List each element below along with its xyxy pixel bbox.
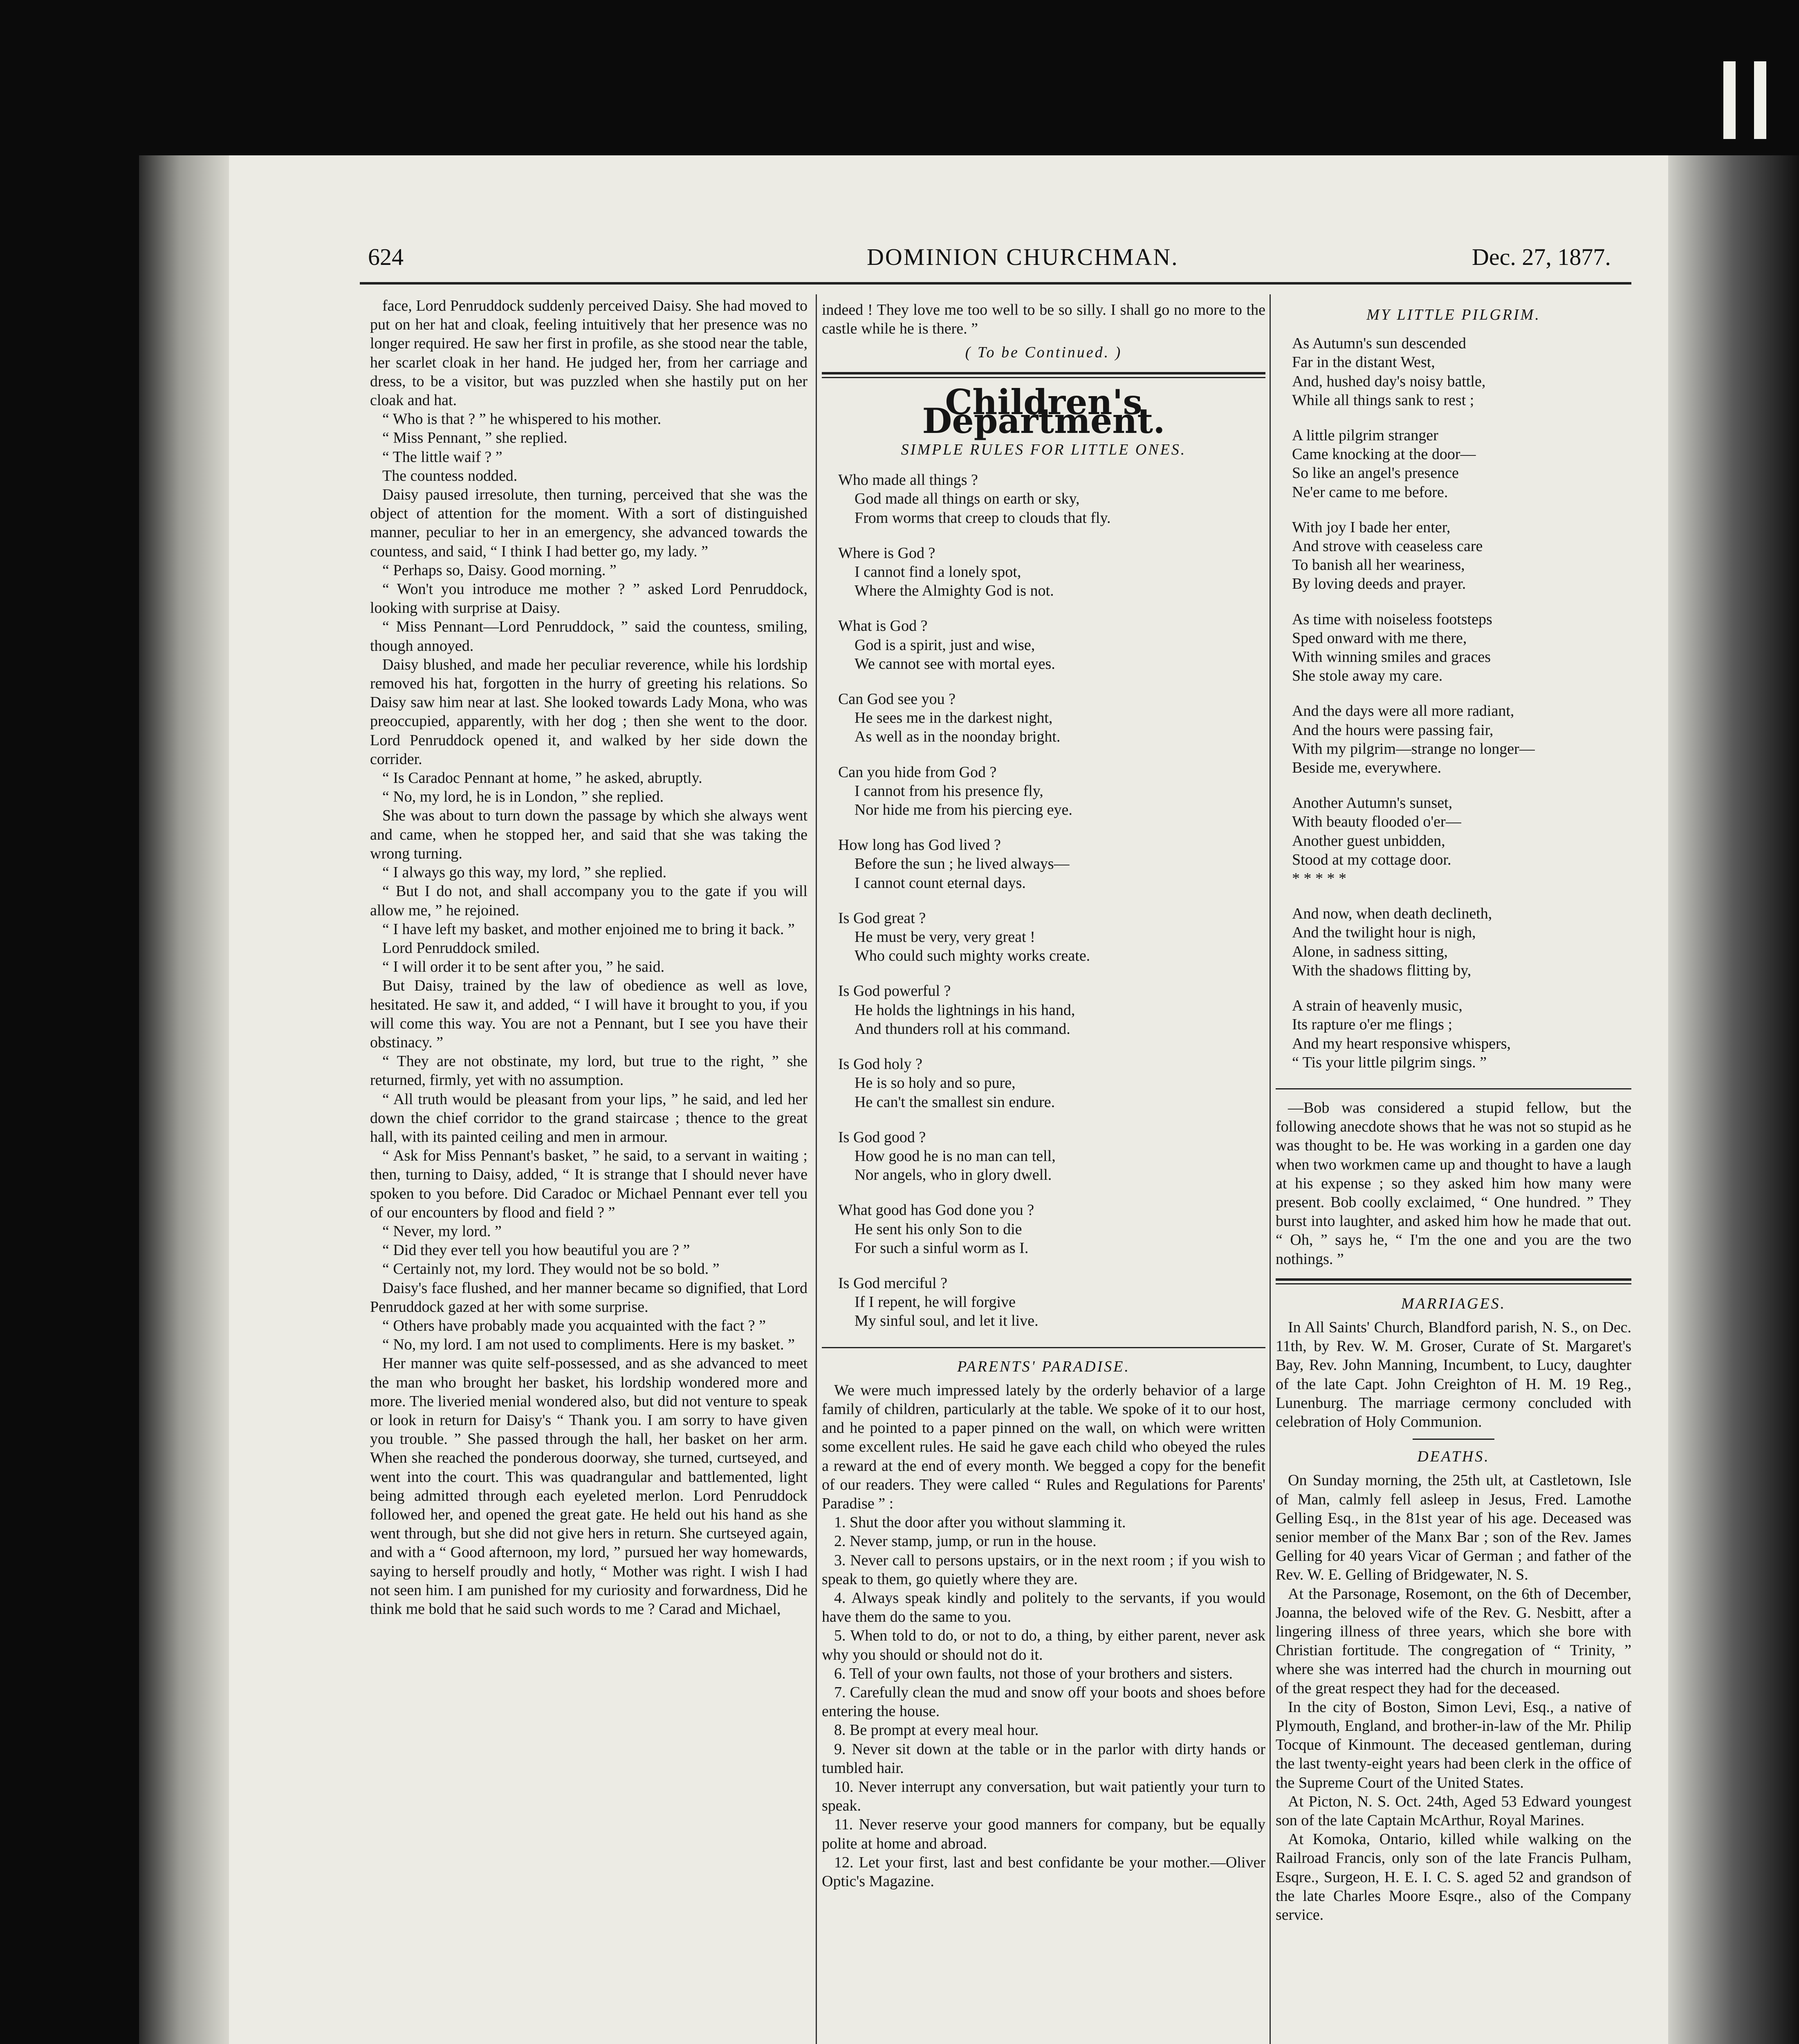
deaths-title: DEATHS. (1417, 1448, 1490, 1466)
rules-title: SIMPLE RULES FOR LITTLE ONES. (901, 441, 1187, 459)
verse-line: I cannot find a lonely spot, (855, 563, 1021, 581)
verse-line: Can you hide from God ? (838, 763, 997, 781)
verse-line: To banish all her weariness, (1292, 556, 1465, 574)
story-paragraph: “ They are not obstinate, my lord, but true to the right, ” she returned, firmly, yet with no assumption. (370, 1053, 808, 1089)
verse-line: My sinful soul, and let it live. (855, 1312, 1039, 1330)
story-paragraph: “ The little waif ? ” (382, 448, 502, 466)
verse-line: A little pilgrim stranger (1292, 427, 1438, 444)
verse-line: God made all things on earth or sky, (855, 490, 1080, 508)
rule-item: 6. Tell of your own faults, not those of your brothers and sisters. (834, 1665, 1233, 1682)
verse-line: With joy I bade her enter, (1292, 518, 1451, 536)
death-notices (1276, 1471, 1631, 1924)
stanza (838, 1055, 1265, 1112)
verse-line: He holds the lightnings in his hand, (855, 1001, 1075, 1019)
issue-date: Dec. 27, 1877. (1472, 244, 1611, 270)
stanza (838, 1201, 1265, 1257)
verse-line: Sped onward with me there, (1292, 629, 1467, 647)
verse-line: Another guest unbidden, (1292, 832, 1445, 849)
verse-line: How long has God lived ? (838, 836, 1001, 854)
verse-line: He can't the smallest sin endure. (855, 1093, 1055, 1111)
page-number: 624 (368, 244, 404, 270)
section-rule (1276, 1278, 1631, 1284)
death-notice: In the city of Boston, Simon Levi, Esq., a native of Plymouth, England, and brother-in-law of the Mr. Philip Tocque of Kinmount. The deceased gentleman, during the last twenty-eight years had been clerk in the office of the Supreme Court of the United States. (1276, 1698, 1631, 1791)
verse-line: God is a spirit, just and wise, (855, 636, 1035, 654)
verse-line: She stole away my care. (1292, 667, 1443, 685)
page-edge (1668, 155, 1799, 2044)
story-continuation: indeed ! They love me too well to be so silly. I shall go no more to the castle while he is there. ” (822, 301, 1265, 338)
stanza (1292, 518, 1631, 594)
death-notice: On Sunday morning, the 25th ult, at Castletown, Isle of Man, calmly fell asleep in Jesus, Fred. Lamothe Gelling Esq., in the 81st year of his age. Deceased was senior member of the Manx Bar ; son of the Rev. James Gelling for 40 years Vicar of German ; and father of the Rev. W. E. Gelling of Bridgewater, N. S. (1276, 1472, 1631, 1584)
parents-title: PARENTS' PARADISE. (957, 1358, 1130, 1375)
rule-item: 12. Let your first, last and best confidante be your mother.—Oliver Optic's Magazine. (822, 1853, 1265, 1890)
verse-line: Beside me, everywhere. (1292, 759, 1442, 777)
story-paragraph: Daisy blushed, and made her peculiar reverence, while his lordship removed his hat, forgotten in the hurry of greeting his relations. So Daisy saw him near at last. She looked towards Lady Mona, who was preoccupied, apparently, with her dog ; then she went to the door. Lord Penruddock opened it, and walked by her side down the corrider. (370, 656, 808, 768)
verse-line: What is God ? (838, 617, 928, 635)
verse-line: Nor angels, who in glory dwell. (855, 1166, 1052, 1184)
verse-line: He sees me in the darkest night, (855, 709, 1053, 727)
pilgrim-poem (1276, 334, 1631, 1072)
verse-line: Nor hide me from his piercing eye. (855, 801, 1072, 819)
verse-line: Is God merciful ? (838, 1274, 947, 1292)
story-paragraph: The countess nodded. (382, 467, 518, 484)
marriage-notice: In All Saints' Church, Blandford parish, N. S., on Dec. 11th, by Rev. W. M. Groser, Curate of St. Margaret's Bay, Rev. John Manning, Incumbent, to Lucy, daughter of the late Capt. John Creighton of H. M. 19 Reg., Lunenburg. The marriage cermony concluded with celebration of Holy Communion. (1276, 1318, 1631, 1430)
verse-line: I cannot from his presence fly, (855, 782, 1043, 800)
verse-line: From worms that creep to clouds that fly. (855, 509, 1111, 527)
story-paragraph: “ But I do not, and shall accompany you to the gate if you will allow me, ” he rejoined. (370, 883, 808, 919)
story-paragraph: “ Certainly not, my lord. They would not be so bold. ” (382, 1260, 720, 1278)
story-paragraph: “ Did they ever tell you how beautiful you are ? ” (382, 1242, 690, 1259)
death-notice: At Picton, N. S. Oct. 24th, Aged 53 Edward youngest son of the late Captain McArthur, Royal Marines. (1276, 1793, 1631, 1829)
rule-item: 10. Never interrupt any conversation, but wait patiently your turn to speak. (822, 1778, 1265, 1815)
rule-item: 2. Never stamp, jump, or run in the house. (834, 1533, 1097, 1550)
stanza (838, 909, 1265, 966)
verse-line: As time with noiseless footsteps (1292, 610, 1492, 628)
story-paragraph: “ I will order it to be sent after you, ” he said. (382, 958, 665, 976)
story-paragraph: “ Miss Pennant, ” she replied. (382, 429, 568, 447)
verse-line: Ne'er came to me before. (1292, 483, 1448, 501)
stanza (1292, 610, 1631, 686)
stanza (838, 544, 1265, 601)
story-paragraph: “ Others have probably made you acquainted with the fact ? ” (382, 1317, 766, 1334)
verse-line: With winning smiles and graces (1292, 648, 1491, 666)
stanza (838, 471, 1265, 527)
column-divider (1270, 294, 1271, 2044)
rule-item: 5. When told to do, or not to do, a thing, by either parent, never ask why you should or should not do it. (822, 1627, 1265, 1663)
death-notice: At Komoka, Ontario, killed while walking on the Railroad Francis, only son of the late Francis Pulham, Esqre., Surgeon, H. E. I. C. S. aged 52 and grandson of the late Charles Moore Esqre., also of the Company service. (1276, 1831, 1631, 1924)
story-paragraph: “ Is Caradoc Pennant at home, ” he asked, abruptly. (382, 769, 702, 787)
stanza (838, 763, 1265, 820)
stanza (838, 836, 1265, 892)
verse-line: He must be very, very great ! (855, 928, 1035, 946)
department-heading: Children's Department. (922, 381, 1165, 441)
story-paragraph: Lord Penruddock smiled. (382, 939, 540, 957)
verse-line: While all things sank to rest ; (1292, 391, 1474, 409)
story-paragraph: face, Lord Penruddock suddenly perceived Daisy. She had moved to put on her hat and cloak, feeling intuitively that her presence was no longer required. He saw her first in profile, as she stood near the table, her scarlet cloak in her hand. He judged her, from her carriage and dress, to be a visitor, but was puzzled when she hastily put on her cloak and hat. (370, 297, 808, 409)
verse-line: Is God great ? (838, 909, 926, 927)
verse-line: As well as in the noonday bright. (855, 728, 1061, 746)
story-paragraph: “ Won't you introduce me mother ? ” asked Lord Penruddock, looking with surprise at Daisy. (370, 580, 808, 617)
rule-item: 3. Never call to persons upstairs, or in the next room ; if you wish to speak to them, go quietly where they are. (822, 1551, 1265, 1588)
verse-line: Is God holy ? (838, 1056, 922, 1073)
book-spine (139, 155, 229, 2044)
section-rule (822, 1347, 1265, 1348)
stanza (1292, 334, 1631, 410)
story-paragraph: “ Who is that ? ” he whispered to his mother. (382, 410, 662, 428)
stanza (1292, 793, 1631, 888)
verse-line: He is so holy and so pure, (855, 1074, 1016, 1092)
story-paragraph: She was about to turn down the passage by which she always went and came, when he stopped her, and said that she was taking the wrong turning. (370, 807, 808, 862)
story-paragraph: “ Ask for Miss Pennant's basket, ” he said, to a servant in waiting ; then, turning to Daisy, added, “ It is strange that I should never have spoken to you before. Did Caradoc or Michael Pennant ever tell you of our encounters by flood and field ? ” (370, 1147, 808, 1221)
story-paragraph: “ Miss Pennant—Lord Penruddock, ” said the countess, smiling, though annoyed. (370, 618, 808, 654)
verse-line: As Autumn's sun descended (1292, 335, 1466, 352)
story-column (370, 296, 808, 1618)
verse-line: Where is God ? (838, 544, 935, 562)
header-rule (360, 282, 1631, 285)
stanza (1292, 904, 1631, 980)
verse-line: Can God see you ? (838, 690, 956, 708)
verse-line: Is God good ? (838, 1128, 926, 1146)
story-paragraph: “ All truth would be pleasant from your lips, ” he said, and led her down the chief corridor to the grand staircase ; thence to the great hall, with its painted ceiling and men in armour. (370, 1090, 808, 1145)
verse-line: For such a sinful worm as I. (855, 1239, 1029, 1257)
verse-line: Who made all things ? (838, 471, 978, 489)
verse-line: And now, when death declineth, (1292, 905, 1492, 923)
verse-line: With the shadows flitting by, (1292, 961, 1472, 979)
marriages-title: MARRIAGES. (1401, 1295, 1506, 1312)
stanza (838, 1274, 1265, 1331)
marker-bar (1723, 61, 1736, 139)
story-paragraph: “ I have left my basket, and mother enjoined me to bring it back. ” (382, 920, 795, 938)
story-paragraph: Daisy's face flushed, and her manner became so dignified, that Lord Penruddock gazed at her with some surprise. (370, 1279, 808, 1316)
parents-rules (822, 1513, 1265, 1891)
verse-line: Before the sun ; he lived always— (855, 855, 1070, 873)
verse-line: We cannot see with mortal eyes. (855, 655, 1055, 672)
verse-line: Came knocking at the door— (1292, 446, 1476, 463)
marriage-notices (1276, 1318, 1631, 1431)
parents-intro: We were much impressed lately by the orderly behavior of a large family of children, particularly at the table. We spoke of it to our host, and he pointed to a paper pinned on the wall, on which were written some excellent rules. He said he gave each child who obeyed the rules a reward at the end of every month. We begged a copy for the benefit of our readers. They were called “ Rules and Regulations for Parents' Paradise ” : (822, 1381, 1265, 1512)
verse-line: How good he is no man can tell, (855, 1147, 1056, 1165)
stanza (1292, 702, 1631, 777)
verse-line: Far in the distant West, (1292, 354, 1435, 371)
verse-line: “ Tis your little pilgrim sings. ” (1292, 1053, 1487, 1071)
verse-line: And the hours were passing fair, (1292, 721, 1494, 739)
story-paragraph: “ I always go this way, my lord, ” she replied. (382, 864, 667, 881)
rule-item: 4. Always speak kindly and politely to the servants, if you would have them do the same to you. (822, 1589, 1265, 1626)
verse-line: Stood at my cottage door. (1292, 851, 1451, 868)
verse-line: Alone, in sadness sitting, (1292, 943, 1448, 960)
rule-item: 1. Shut the door after you without slamming it. (834, 1514, 1126, 1531)
section-rule (822, 372, 1265, 378)
verse-line: Where the Almighty God is not. (855, 582, 1054, 600)
verse-line: And strove with ceaseless care (1292, 538, 1483, 555)
poem-and-notices-column (1276, 300, 1631, 1924)
bob-anecdote: —Bob was considered a stupid fellow, but the following anecdote shows that he was not so stupid as he was thought to be. He was working in a garden one day when two workmen came up and thought to have a laugh at his expense ; so they asked him how many were present. Bob coolly exclaimed, “ One hundred. ” They burst into laughter, and asked him how he made that out. “ Oh, ” says he, “ I'm the one and you are the two nothings. ” (1276, 1099, 1631, 1268)
stanza (838, 690, 1265, 746)
short-rule (1413, 1439, 1494, 1440)
childrens-column (822, 300, 1265, 1891)
stanza (1292, 996, 1631, 1072)
stanza (838, 982, 1265, 1038)
verse-line: He sent his only Son to die (855, 1220, 1022, 1238)
masthead-title: DOMINION CHURCHMAN. (867, 244, 1179, 270)
story-paragraph: “ No, my lord, he is in London, ” she replied. (382, 788, 664, 806)
verse-line: By loving deeds and prayer. (1292, 575, 1466, 593)
story-paragraph: Her manner was quite self-possessed, and as she advanced to meet the man who brought her basket, his lordship wondered more and more. The liveried menial wondered also, but did not venture to speak or look in return for Daisy's “ Thank you. I am sorry to have given you trouble. ” She passed through the hall, her basket on her arm. When she reached the ponderous doorway, she turned, curtseyed, and went into the court. This was quadrangular and battlemented, light being admitted through each eyeleted merlon. Lord Penruddock followed her, and opened the great gate. He held out his hand as she went through, but she did not give hers in return. She curtseyed again, and with a “ Good afternoon, my lord, ” pursued her way homewards, saying to herself proudly and hotly, “ Mother was right. I wish I had not seen him. I am punished for my curiosity and forwardness, Did he think me bold that he said such words to me ? Carad and Michael, (370, 1355, 808, 1618)
rule-item: 7. Carefully clean the mud and snow off your boots and shoes before entering the house. (822, 1683, 1265, 1720)
verse-line: Is God powerful ? (838, 982, 951, 1000)
column-divider (816, 294, 817, 2044)
verse-line: If I repent, he will forgive (855, 1293, 1016, 1311)
verse-line: * * * * * (1292, 870, 1346, 888)
death-notice: At the Parsonage, Rosemont, on the 6th of December, Joanna, the beloved wife of the Rev. G. Nesbitt, after a lingering illness of three years, which she bore with Christian fortitude. The congregation of “ Trinity, ” where she was interred had the church in mourning out of the great respect they had for the deceased. (1276, 1585, 1631, 1697)
verse-line: A strain of heavenly music, (1292, 997, 1463, 1015)
verse-line: With beauty flooded o'er— (1292, 813, 1461, 831)
story-paragraph: But Daisy, trained by the law of obedience as well as love, hesitated. He saw it, and added, “ I will have it brought to you, if you will come this way. You are not a Pennant, but I see you have their obstinacy. ” (370, 977, 808, 1051)
stanza (1292, 426, 1631, 502)
section-rule (1276, 1088, 1631, 1089)
poem-title: MY LITTLE PILGRIM. (1366, 306, 1541, 323)
verse-line: So like an angel's presence (1292, 464, 1459, 482)
story-paragraph: “ Perhaps so, Daisy. Good morning. ” (382, 561, 617, 579)
verse-line: With my pilgrim—strange no longer— (1292, 740, 1535, 758)
verse-line: Its rapture o'er me flings ; (1292, 1016, 1453, 1033)
to-be-continued: ( To be Continued. ) (965, 344, 1122, 361)
story-paragraph: “ Never, my lord. ” (382, 1222, 502, 1240)
story-paragraph: “ No, my lord. I am not used to compliments. Here is my basket. ” (382, 1336, 795, 1354)
stanza (838, 616, 1265, 673)
verse-line: What good has God done you ? (838, 1201, 1034, 1219)
verse-line: I cannot count eternal days. (855, 874, 1026, 892)
verse-line: And the days were all more radiant, (1292, 702, 1514, 720)
stanza (838, 1128, 1265, 1185)
rule-item: 9. Never sit down at the table or in the parlor with dirty hands or tumbled hair. (822, 1740, 1265, 1777)
verse-line: Another Autumn's sunset, (1292, 794, 1453, 812)
story-paragraph: Daisy paused irresolute, then turning, perceived that she was the object of attention for the moment. With a sort of distinguished manner, peculiar to her in an emergency, she advanced towards the countess, and said, “ I think I had better go, my lady. ” (370, 486, 808, 560)
rule-item: 11. Never reserve your good manners for company, but be equally polite at home and abroad. (822, 1816, 1265, 1852)
catechism-poem (822, 471, 1265, 1330)
verse-line: Who could such mighty works create. (855, 947, 1090, 965)
marker-bar (1754, 61, 1766, 139)
verse-line: And, hushed day's noisy battle, (1292, 372, 1486, 390)
verse-line: And thunders roll at his command. (855, 1020, 1070, 1038)
verse-line: And my heart responsive whispers, (1292, 1035, 1511, 1052)
verse-line: And the twilight hour is nigh, (1292, 924, 1476, 941)
rule-item: 8. Be prompt at every meal hour. (834, 1721, 1039, 1739)
